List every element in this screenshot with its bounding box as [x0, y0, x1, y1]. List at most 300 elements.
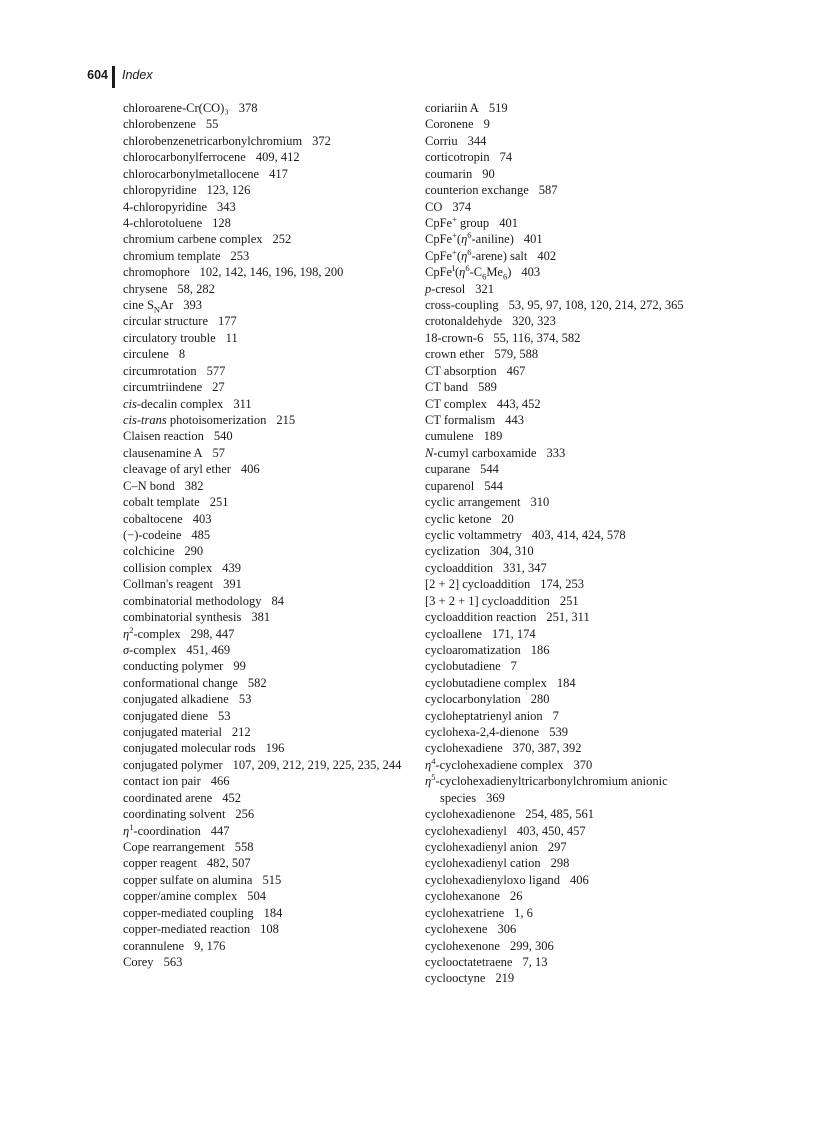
index-entry [425, 396, 725, 412]
index-term: 4-chloropyridine [123, 199, 208, 214]
index-pages: 186 [530, 642, 550, 657]
index-pages: 587 [538, 183, 558, 198]
index-entry [425, 248, 725, 264]
index-term: cis-trans photoisomerization [123, 413, 267, 428]
index-entry [123, 757, 419, 773]
index-pages: 406 [240, 462, 260, 477]
index-pages: 174, 253 [540, 577, 585, 592]
index-entry [425, 658, 725, 674]
index-pages: 374 [452, 199, 472, 214]
index-term: conjugated alkadiene [123, 692, 229, 707]
index-pages: 403 [192, 511, 212, 526]
index-pages: 447 [210, 823, 230, 838]
index-entry [123, 609, 419, 625]
index-entry [425, 954, 725, 970]
index-entry [123, 626, 419, 642]
index-term: copper-mediated coupling [123, 905, 254, 920]
index-pages: 26 [509, 889, 523, 904]
index-term: σ-complex [123, 642, 177, 657]
index-entry [425, 724, 725, 740]
index-entry [123, 231, 419, 247]
index-entry [123, 494, 419, 510]
index-pages: 378 [238, 101, 258, 115]
index-term: [2 + 2] cycloaddition [425, 577, 531, 592]
index-term: Claisen reaction [123, 429, 204, 444]
index-term: cyclic arrangement [425, 495, 521, 510]
index-pages: 55, 116, 374, 582 [493, 330, 581, 345]
index-term: Corriu [425, 133, 458, 148]
index-term: chlorocarbonylmetallocene [123, 166, 260, 181]
index-pages: 184 [263, 905, 283, 920]
index-term: CO [425, 199, 443, 214]
index-pages: 372 [312, 133, 331, 148]
index-pages: 439 [222, 560, 241, 575]
index-entry [425, 806, 725, 822]
index-term: $\eta^5$-cyclohexadienyltricarbonylchromium anionic species [425, 772, 668, 805]
index-term: $CpFe^+(\eta^6-arene)$ salt [425, 246, 528, 263]
index-entry [425, 511, 725, 527]
index-pages: 74 [499, 150, 513, 165]
index-pages: 107, 209, 212, 219, 225, 235, 244 [232, 757, 402, 772]
index-pages: 406 [570, 872, 589, 887]
index-entry [425, 921, 725, 937]
index-entry [425, 576, 725, 592]
index-pages: 485 [191, 527, 211, 542]
index-pages: 57 [212, 445, 225, 460]
index-pages: 184 [556, 675, 576, 690]
index-entry [425, 182, 725, 198]
index-term: cycloaddition [425, 560, 494, 575]
index-term: cycloallene [425, 626, 482, 641]
index-pages: 544 [480, 462, 499, 477]
index-entry [123, 428, 419, 444]
index-pages: 381 [251, 610, 271, 625]
index-pages: 251 [209, 495, 229, 510]
index-term: circulene [123, 347, 169, 362]
index-term: CT formalism [425, 413, 496, 428]
index-pages: 306 [497, 922, 517, 937]
index-pages: 579, 588 [494, 347, 539, 362]
index-entry [425, 478, 725, 494]
index-pages: 370 [573, 757, 593, 772]
index-term: cyclohexadienyl cation [425, 856, 541, 871]
index-pages: 252 [272, 232, 292, 247]
index-term: $\eta^4$-cyclohexadiene complex [425, 755, 564, 772]
index-pages: 298 [550, 856, 570, 871]
index-term: combinatorial methodology [123, 593, 262, 608]
index-pages: 401 [499, 215, 518, 230]
index-term: chromium template [123, 248, 221, 263]
index-term: (−)-codeine [123, 527, 182, 542]
index-entry [425, 116, 725, 132]
index-entry [123, 954, 419, 970]
index-pages: 402 [537, 248, 557, 263]
index-term: colchicine [123, 544, 175, 559]
index-entry [425, 938, 725, 954]
index-entry [425, 133, 725, 149]
index-pages: 90 [482, 166, 495, 181]
index-pages: 558 [234, 839, 254, 854]
index-entry [123, 839, 419, 855]
index-entry [123, 379, 419, 395]
index-pages: 11 [225, 330, 238, 345]
index-pages: 290 [184, 544, 204, 559]
index-term: cyclohexenone [425, 938, 500, 953]
index-term: cis-decalin complex [123, 396, 224, 411]
index-term: circumtriindene [123, 380, 203, 395]
index-pages: 452 [222, 790, 241, 805]
index-term: cyclohexadienyl anion [425, 839, 538, 854]
index-pages: 9 [483, 117, 490, 132]
index-entry [425, 363, 725, 379]
index-entry [425, 313, 725, 329]
index-pages: 320, 323 [512, 314, 556, 329]
index-entry [425, 297, 725, 313]
index-pages: 189 [483, 429, 503, 444]
index-term: [3 + 2 + 1] cycloaddition [425, 593, 550, 608]
index-term: cuparane [425, 462, 471, 477]
index-term: circular structure [123, 314, 209, 329]
index-pages: 467 [506, 363, 526, 378]
index-entry [123, 166, 419, 182]
index-term: Collman's reagent [123, 577, 214, 592]
index-entry [123, 182, 419, 198]
index-pages: 256 [235, 807, 255, 822]
index-term: $\eta^2$-complex [123, 624, 181, 641]
index-term: 4-chlorotoluene [123, 215, 203, 230]
index-entry [425, 428, 725, 444]
index-pages: 370, 387, 392 [512, 741, 582, 756]
header-rule [112, 66, 115, 88]
index-pages: 369 [486, 790, 505, 805]
index-pages: 401 [523, 232, 543, 247]
index-term: cyclohexanone [425, 889, 500, 904]
index-term: conjugated material [123, 725, 222, 740]
index-term: coumarin [425, 166, 473, 181]
index-term: cyclohexene [425, 922, 488, 937]
index-term: cyclooctyne [425, 971, 486, 986]
index-term: chlorocarbonylferrocene [123, 150, 246, 165]
index-pages: 7 [552, 708, 559, 723]
index-entry [123, 330, 419, 346]
index-entry [425, 527, 725, 543]
index-entry [123, 149, 419, 165]
index-entry [123, 199, 419, 215]
index-column-left [123, 100, 419, 970]
index-term: contact ion pair [123, 774, 201, 789]
index-pages: 466 [210, 774, 230, 789]
index-pages: 393 [183, 298, 202, 313]
index-entry [123, 691, 419, 707]
index-term: chloroarene-Cr(CO)₃ [123, 101, 229, 115]
index-term: conducting polymer [123, 659, 224, 674]
index-term: cyclohexadienone [425, 807, 516, 822]
index-term: copper-mediated reaction [123, 922, 251, 937]
index-entry [123, 363, 419, 379]
index-pages: 9, 176 [194, 938, 226, 953]
index-term: conjugated polymer [123, 757, 223, 772]
index-term: coordinating solvent [123, 807, 226, 822]
index-term: cyclic voltammetry [425, 527, 522, 542]
index-entry [123, 642, 419, 658]
index-term: Cope rearrangement [123, 839, 225, 854]
index-entry [425, 872, 725, 888]
index-term: coordinated arene [123, 790, 213, 805]
index-pages: 53 [218, 708, 231, 723]
index-entry [425, 100, 725, 116]
index-pages: 55 [205, 117, 219, 132]
index-pages: 540 [213, 429, 233, 444]
index-pages: 102, 142, 146, 196, 198, 200 [199, 265, 344, 280]
index-term: cobalt template [123, 495, 200, 510]
index-term: conformational change [123, 675, 238, 690]
index-entry [123, 478, 419, 494]
index-entry [425, 626, 725, 642]
index-column-right [425, 100, 725, 987]
index-entry [123, 248, 419, 264]
index-pages: 128 [212, 215, 231, 230]
index-term: chlorobenzene [123, 117, 196, 132]
index-pages: 7 [510, 659, 517, 674]
index-entry [425, 281, 725, 297]
index-pages: 403 [521, 265, 541, 280]
index-pages: 582 [247, 675, 267, 690]
index-entry [123, 100, 419, 116]
index-entry [425, 691, 725, 707]
index-term: 18-crown-6 [425, 330, 484, 345]
index-term: $CpFe^+(\eta^6-aniline)$ [425, 230, 514, 247]
index-pages: 544 [484, 478, 504, 493]
index-pages: 253 [230, 248, 250, 263]
index-term: cycloaromatization [425, 642, 521, 657]
index-term: p-cresol [425, 281, 466, 296]
index-entry [123, 823, 419, 839]
index-entry [123, 576, 419, 592]
index-entry [425, 379, 725, 395]
index-pages: 53, 95, 97, 108, 120, 214, 272, 365 [508, 298, 684, 313]
index-entry [425, 560, 725, 576]
index-entry [425, 346, 725, 362]
index-entry [123, 313, 419, 329]
index-entry [425, 757, 725, 773]
index-term: cyclohexadienyl [425, 823, 507, 838]
index-term: cycloaddition reaction [425, 610, 537, 625]
index-pages: 8 [178, 347, 186, 362]
index-entry [425, 593, 725, 609]
index-term: $\eta^1$-coordination [123, 821, 201, 838]
index-term: cross-coupling [425, 298, 499, 313]
index-entry [123, 708, 419, 724]
index-entry [425, 823, 725, 839]
index-entry [123, 560, 419, 576]
index-pages: 212 [231, 725, 251, 740]
index-entry [425, 609, 725, 625]
index-entry [425, 231, 725, 247]
index-pages: 321 [475, 281, 495, 296]
index-term: CT absorption [425, 363, 497, 378]
index-term: crotonaldehyde [425, 314, 503, 329]
index-entry [425, 264, 725, 280]
index-entry [425, 855, 725, 871]
index-entry [425, 215, 725, 231]
index-term: crown ether [425, 347, 485, 362]
index-term: copper/amine complex [123, 889, 238, 904]
index-entry [425, 166, 725, 182]
index-term: chrysene [123, 281, 168, 296]
index-pages: 482, 507 [206, 856, 251, 871]
index-entry [123, 215, 419, 231]
index-term: copper sulfate on alumina [123, 872, 253, 887]
index-pages: 219 [495, 971, 515, 986]
index-term: Corey [123, 954, 154, 969]
index-term: cyclohexatriene [425, 905, 505, 920]
index-term: chromium carbene complex [123, 232, 263, 247]
index-pages: 280 [530, 692, 550, 707]
index-pages: 254, 485, 561 [525, 807, 594, 822]
index-entry [123, 543, 419, 559]
index-pages: 7, 13 [522, 954, 548, 969]
index-pages: 391 [223, 577, 242, 592]
index-term: corticotropin [425, 150, 490, 165]
index-entry [425, 461, 725, 477]
index-entry [123, 281, 419, 297]
index-entry [425, 199, 725, 215]
index-term: chromophore [123, 265, 190, 280]
index-pages: 1, 6 [514, 905, 533, 920]
index-entry [123, 921, 419, 937]
index-pages: 409, 412 [255, 150, 300, 165]
index-term: cyclic ketone [425, 511, 492, 526]
index-entry [123, 461, 419, 477]
index-entry [425, 970, 725, 986]
index-entry [425, 773, 725, 806]
index-entry [123, 888, 419, 904]
index-entry [123, 905, 419, 921]
index-pages: 297 [547, 839, 567, 854]
index-pages: 563 [163, 954, 183, 969]
index-term: circumrotation [123, 363, 197, 378]
index-pages: 344 [467, 133, 487, 148]
index-entry [123, 346, 419, 362]
index-pages: 299, 306 [509, 938, 554, 953]
index-term: cyclohexa-2,4-dienone [425, 725, 540, 740]
index-entry [123, 855, 419, 871]
index-term: $CpFe^I(\eta^6-C_6Me_6)$ [425, 263, 512, 282]
index-term: combinatorial synthesis [123, 610, 242, 625]
index-term: chlorobenzenetricarbonylchromium [123, 133, 303, 148]
index-entry [123, 658, 419, 674]
index-term: conjugated diene [123, 708, 209, 723]
index-term: copper reagent [123, 856, 197, 871]
index-pages: 123, 126 [206, 183, 251, 198]
index-entry [425, 905, 725, 921]
index-entry [123, 872, 419, 888]
index-term: corannulene [123, 938, 185, 953]
index-term: cyclooctatetraene [425, 954, 513, 969]
index-term: circulatory trouble [123, 330, 216, 345]
index-pages: 99 [233, 659, 246, 674]
index-term: cine $S_NAr$ [123, 298, 174, 315]
index-term: clausenamine A [123, 445, 203, 460]
running-title: Index [122, 68, 153, 82]
index-entry [425, 675, 725, 691]
index-entry [123, 264, 419, 280]
index-pages: 27 [212, 380, 225, 395]
index-pages: 577 [206, 363, 226, 378]
index-term: Coronene [425, 117, 474, 132]
index-pages: 331, 347 [503, 560, 547, 575]
index-term: CpFe+ group [425, 213, 490, 230]
index-entry [425, 149, 725, 165]
index-pages: 333 [546, 445, 566, 460]
index-term: cuparenol [425, 478, 475, 493]
index-pages: 417 [269, 166, 288, 181]
index-pages: 443 [505, 413, 525, 428]
index-pages: 84 [271, 593, 285, 608]
index-pages: 451, 469 [186, 642, 231, 657]
index-entry [123, 773, 419, 789]
index-term: cyclocarbonylation [425, 692, 521, 707]
index-entry [425, 888, 725, 904]
index-pages: 177 [218, 314, 237, 329]
index-pages: 53 [238, 692, 252, 707]
index-pages: 171, 174 [491, 626, 536, 641]
index-entry [425, 740, 725, 756]
index-pages: 304, 310 [489, 544, 534, 559]
index-entry [425, 642, 725, 658]
index-pages: 515 [262, 872, 282, 887]
index-term: CT band [425, 380, 469, 395]
index-entry [123, 445, 419, 461]
index-term: cyclization [425, 544, 480, 559]
index-term: cyclohexadienyloxo ligand [425, 872, 561, 887]
index-entry [123, 724, 419, 740]
index-entry [123, 511, 419, 527]
index-pages: 251 [559, 593, 579, 608]
index-term: conjugated molecular rods [123, 741, 256, 756]
index-pages: 108 [260, 922, 279, 937]
index-entry [425, 839, 725, 855]
index-entry [123, 396, 419, 412]
index-entry [123, 740, 419, 756]
index-term: cyclohexadiene [425, 741, 503, 756]
index-pages: 382 [184, 478, 204, 493]
index-entry [123, 806, 419, 822]
index-pages: 519 [488, 101, 508, 115]
index-entry [425, 412, 725, 428]
index-term: cycloheptatrienyl anion [425, 708, 543, 723]
index-term: coriariin A [425, 101, 479, 115]
index-term: N-cumyl carboxamide [425, 445, 537, 460]
index-pages: 20 [501, 511, 514, 526]
index-entry [425, 543, 725, 559]
index-entry [123, 133, 419, 149]
index-term: cleavage of aryl ether [123, 462, 231, 477]
index-pages: 443, 452 [496, 396, 541, 411]
index-term: cyclobutadiene [425, 659, 501, 674]
index-entry [123, 593, 419, 609]
index-term: cumulene [425, 429, 474, 444]
index-entry [425, 445, 725, 461]
index-entry [425, 330, 725, 346]
index-pages: 196 [265, 741, 285, 756]
index-entry [425, 708, 725, 724]
index-pages: 298, 447 [190, 626, 235, 641]
index-term: cyclobutadiene complex [425, 675, 547, 690]
index-pages: 310 [530, 495, 550, 510]
index-entry [123, 790, 419, 806]
index-entry [123, 527, 419, 543]
